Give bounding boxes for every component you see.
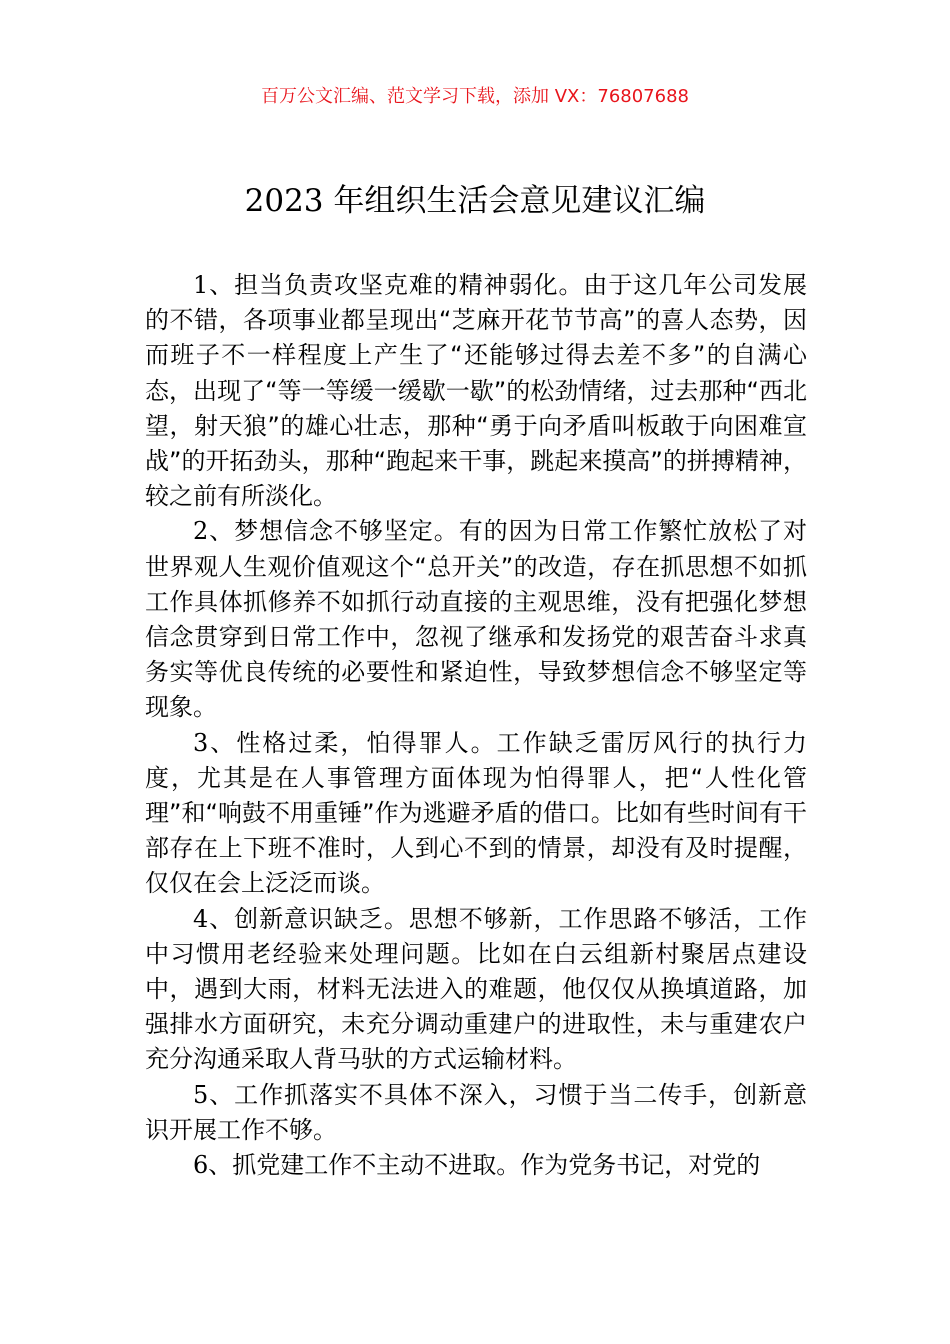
paragraph-number: 4、 xyxy=(193,904,235,933)
paragraph-6 xyxy=(145,1148,807,1183)
paragraph-text: 工作抓落实不具体不深入，习惯于当二传手，创新意识开展工作不够。 xyxy=(145,1080,807,1144)
paragraph-number: 3、 xyxy=(193,728,237,757)
paragraph-5 xyxy=(145,1078,807,1148)
paragraph-text: 抓党建工作不主动不进取。作为党务书记，对党的 xyxy=(232,1151,761,1180)
paragraph-text: 创新意识缺乏。思想不够新，工作思路不够活，工作中习惯用老经验来处理问题。比如在白云组新村聚居点建设中，遇到大雨，材料无法进入的难题，他仅仅从换填道路，加强排水方面研究，未充分调动重建户的进取性，未与重建农户充分沟通采取人背马驮的方式运输材料。 xyxy=(145,904,807,1074)
paragraph-text: 梦想信念不够坚定。有的因为日常工作繁忙放松了对世界观人生观价值观这个“总开关”的改造，存在抓思想不如抓工作具体抓修养不如抓行动直接的主观思维，没有把强化梦想信念贯穿到日常工作中，忽视了继承和发扬党的艰苦奋斗求真务实等优良传统的必要性和紧迫性，导致梦想信念不够坚定等现象。 xyxy=(145,517,807,722)
paragraph-3 xyxy=(145,726,807,902)
document-title: 2023 年组织生活会意见建议汇编 xyxy=(244,183,706,219)
paragraph-number: 6、 xyxy=(193,1151,233,1180)
paragraph-1 xyxy=(145,268,807,514)
paragraph-number: 2、 xyxy=(193,517,235,546)
document-body xyxy=(145,268,807,1183)
paragraph-text: 性格过柔，怕得罪人。工作缺乏雷厉风行的执行力度，尤其是在人事管理方面体现为怕得罪人，把“人性化管理”和“响鼓不用重锤”作为逃避矛盾的借口。比如有些时间有干部存在上下班不准时，人到心不到的情景，却没有及时提醒，仅仅在会上泛泛而谈。 xyxy=(145,728,807,898)
paragraph-2 xyxy=(145,514,807,725)
paragraph-number: 5、 xyxy=(193,1080,235,1109)
paragraph-4 xyxy=(145,902,807,1078)
paragraph-text: 担当负责攻坚克难的精神弱化。由于这几年公司发展的不错，各项事业都呈现出“芝麻开花节节高”的喜人态势，因而班子不一样程度上产生了“还能够过得去差不多”的自满心态，出现了“等一等缓一缓歇一歇”的松劲情绪，过去那种“西北望，射天狼”的雄心壮志，那种“勇于向矛盾叫板敢于向困难宣战”的开拓劲头，那种“跑起来干事，跳起来摸高”的拼搏精神，较之前有所淡化。 xyxy=(145,271,807,511)
paragraph-number: 1、 xyxy=(193,271,235,299)
header-note: 百万公文汇编、范文学习下载，添加 VX：76807688 xyxy=(261,86,689,107)
